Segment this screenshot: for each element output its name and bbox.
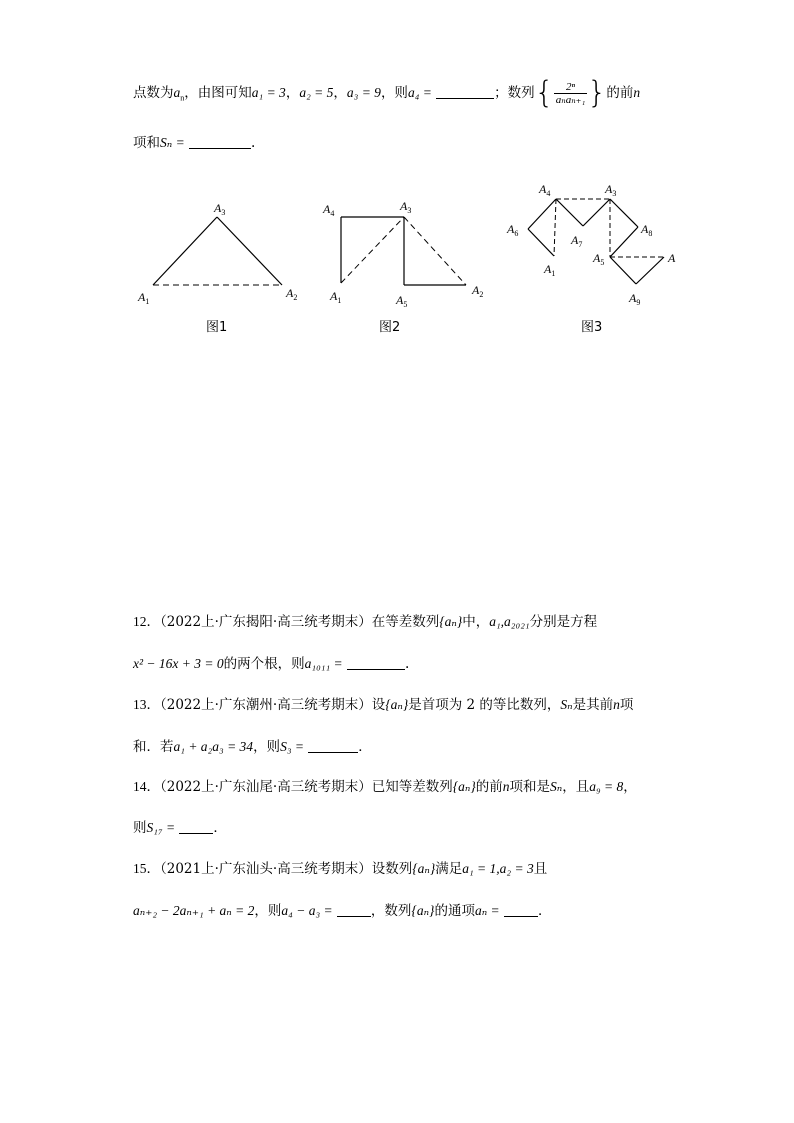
text: ，且 [562, 779, 590, 795]
text: ，由图可知 [184, 85, 252, 101]
brace-right: } [587, 75, 607, 111]
text: 项 [619, 697, 634, 713]
math-initial-values: a₁ = 1,a₂ = 3 [462, 861, 534, 876]
period: ． [537, 903, 552, 919]
math-a3: a₃ = 9 [346, 85, 381, 100]
caption-fig2: 图2 [379, 320, 401, 335]
question-13-line-1 [133, 695, 724, 715]
text: 是首项为 2 的等比数列， [408, 697, 561, 713]
text: 满足 [435, 861, 463, 877]
period: . [404, 656, 410, 672]
question-15-line-1 [133, 859, 724, 879]
text: 的两个根，则 [223, 656, 305, 672]
figure-3 [506, 182, 676, 307]
question-number: 15． [133, 861, 160, 876]
math-ask: aₙ = [474, 903, 500, 918]
question-14-line-2 [133, 818, 724, 838]
comma: ， [333, 85, 347, 101]
question-source: （2022上·广东汕尾·高三统考期末） [160, 779, 372, 795]
text: ；数列 [494, 85, 535, 101]
svg-text:A4: $A_4$ [539, 182, 551, 198]
math-n: n [613, 697, 620, 712]
math-seq: {aₙ} [452, 779, 476, 794]
svg-text:A9: $A_9$ [629, 291, 641, 307]
math-seq: {aₙ} [412, 861, 436, 876]
answer-blank-q12[interactable] [347, 655, 405, 670]
text: 和．若 [133, 739, 174, 755]
caption-fig3: 图3 [581, 320, 603, 335]
math-an: $a_n$ [173, 85, 185, 103]
figures-area [0, 170, 794, 350]
math-recurrence: aₙ₊₂ − 2aₙ₊₁ + aₙ = 2 [133, 903, 255, 918]
text: 已知等差数列 [371, 779, 453, 795]
period: ． [358, 739, 372, 755]
text: 在等差数列 [371, 614, 440, 630]
figure-1 [137, 201, 297, 306]
text: 项和 [133, 135, 160, 151]
text: 设数列 [371, 861, 413, 877]
question-source: （2021上·广东汕头·高三统考期末） [160, 861, 372, 877]
fraction-numerator: 2ⁿ [554, 81, 588, 94]
text: 则 [133, 820, 147, 836]
math-sn: Sₙ [560, 697, 573, 712]
svg-text:A1: $A_1$ [138, 290, 150, 306]
math-sn: Sₙ = [160, 135, 185, 150]
math-condition: a₉ = 8 [589, 779, 624, 794]
text: 的前 [475, 779, 503, 795]
svg-text:A3: $A_3$ [214, 201, 226, 217]
math-a2: a₂ = 5 [299, 85, 334, 100]
text: ，则 [253, 739, 281, 755]
fraction-denominator: aₙaₙ₊₁ [555, 94, 586, 106]
svg-text:A7: $A_7$ [571, 233, 583, 249]
math-seq: {aₙ} [439, 614, 463, 629]
figure-2 [322, 199, 483, 309]
math-difference: a₄ − a₃ = [281, 903, 333, 918]
period: . [251, 135, 256, 151]
svg-text:A3: $A_3$ [605, 182, 617, 198]
question-12-line-1 [133, 612, 724, 632]
answer-blank-q13[interactable] [308, 738, 358, 753]
caption-fig1: 图1 [206, 320, 228, 335]
svg-text:A5: $A_5$ [396, 293, 408, 309]
svg-text:A2: $A_2$ [286, 286, 298, 302]
period: ． [213, 820, 227, 836]
math-condition: a₁ + a₂a₃ = 34 [173, 739, 254, 754]
question-number: 13． [133, 697, 160, 712]
question-15-line-2 [133, 901, 724, 921]
question-number: 12． [133, 614, 160, 629]
text: 分别是方程 [529, 614, 598, 630]
math-ask: S₃ = [280, 739, 304, 754]
text: ，数列 [370, 903, 412, 919]
math-a1: a₁ = 3 [251, 85, 286, 100]
math-seq: {aₙ} [411, 903, 435, 918]
text: 是其前 [572, 697, 614, 713]
math-n: n [633, 85, 641, 100]
text: 的前 [606, 85, 634, 101]
text: 项和是 [509, 779, 550, 795]
text: 中， [462, 614, 490, 630]
comma: ， [285, 85, 300, 101]
text: ，则 [380, 85, 408, 101]
math-ask: S₁₇ = [146, 820, 176, 835]
question-14-line-1 [133, 777, 724, 797]
question-source: （2022上·广东揭阳·高三统考期末） [160, 614, 372, 630]
svg-text:A2: $A_2$ [472, 283, 484, 299]
text: 且 [533, 861, 548, 877]
text: ，则 [254, 903, 282, 919]
question-number: 14． [133, 779, 160, 794]
intro-line-2 [133, 133, 724, 153]
answer-blank-q15-general[interactable] [504, 902, 538, 917]
fraction [554, 81, 588, 106]
intro-line-1 [133, 75, 724, 111]
svg-text:A1: $A_1$ [330, 289, 342, 305]
question-12-line-2 [133, 654, 724, 674]
answer-blank-sn[interactable] [189, 134, 251, 149]
math-sn: Sₙ [549, 779, 563, 794]
svg-text:A8: $A_8$ [641, 222, 653, 238]
svg-text:A: A [668, 251, 676, 265]
svg-text:A5: $A_5$ [593, 251, 605, 267]
text: 设 [371, 697, 386, 713]
text: 点数为 [133, 85, 174, 101]
math-equation: x² − 16x + 3 = 0 [133, 656, 224, 671]
brace-left: { [534, 75, 554, 111]
question-13-line-2 [133, 737, 724, 757]
text: ， [623, 779, 637, 795]
answer-blank-q15-diff[interactable] [337, 902, 371, 917]
answer-blank-a4[interactable] [436, 84, 494, 99]
question-source: （2022上·广东潮州·高三统考期末） [160, 697, 372, 713]
math-a4: a₄ = [407, 85, 432, 100]
math-seq: {aₙ} [385, 697, 409, 712]
svg-text:A6: $A_6$ [507, 222, 519, 238]
svg-text:A4: $A_4$ [323, 202, 335, 218]
math-ask: a₁₀₁₁ = [304, 656, 343, 671]
math-n: n [502, 779, 510, 794]
text: 的通项 [434, 903, 475, 919]
math-roots: a₁,a₂₀₂₁ [489, 614, 530, 629]
svg-text:A1: $A_1$ [544, 262, 556, 278]
answer-blank-q14[interactable] [179, 819, 213, 834]
svg-text:A3: $A_3$ [400, 199, 412, 215]
